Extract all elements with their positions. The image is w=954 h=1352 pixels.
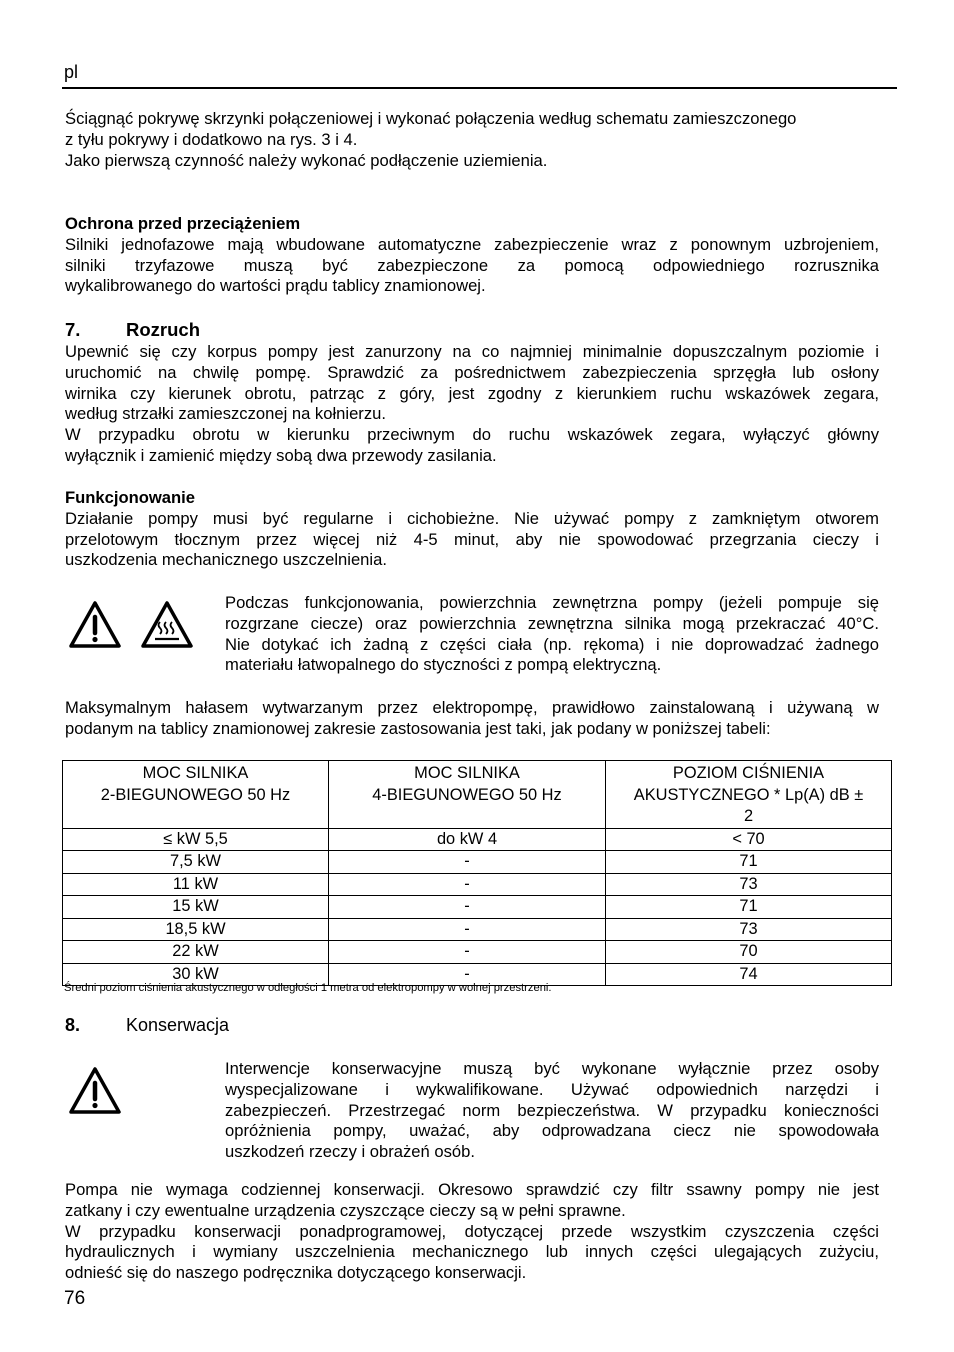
table-cell: < 70 xyxy=(606,828,892,851)
warning-triangle-icon xyxy=(68,600,122,650)
table-cell: 70 xyxy=(606,941,892,964)
text-line: odnieść się do naszego podręcznika dotyczącego konserwacji. xyxy=(65,1263,527,1283)
text-line: wykalibrowanego do wartości prądu tablicy znamionowej. xyxy=(65,276,486,296)
text-line: Ściągnąć pokrywę skrzynki połączeniowej i wykonać połączenia według schematu zamieszczonego xyxy=(65,109,797,128)
table-row xyxy=(63,896,892,919)
text-line: przelotowym tłocznym przez więcej niż 4-5 minut, aby nie spowodować przegrzania cieczy i xyxy=(65,529,879,549)
section-number: 8. xyxy=(65,1015,81,1035)
text-line: zatkany i czy ewentualne urządzenia czyszczące cieczy są w pełni sprawne. xyxy=(65,1200,626,1220)
section-number: 7. xyxy=(65,319,81,340)
text-line: uszkodzenia mechanicznego uszczelnienia. xyxy=(65,550,387,570)
header-rule xyxy=(62,87,897,89)
header-text: 4-BIEGUNOWEGO 50 Hz xyxy=(372,785,562,804)
text-line: Podczas funkcjonowania, powierzchnia zewnętrzna pompy (jeżeli pompuje się xyxy=(225,593,879,612)
hot-surface-icon xyxy=(140,600,194,650)
table-cell: - xyxy=(329,918,606,941)
section-8-heading xyxy=(65,1015,229,1036)
header-text: AKUSTYCZNEGO * Lp(A) dB ± xyxy=(633,785,864,804)
table-cell: ≤ kW 5,5 xyxy=(63,828,329,851)
table-cell: 71 xyxy=(606,851,892,874)
text-line: wyłącznik i zamienić między sobą dwa przewody zasilania. xyxy=(65,445,497,465)
section-7-heading xyxy=(65,319,200,341)
table-header-cell xyxy=(63,761,329,829)
text-line: wyspecjalizowane i wykwalifikowane. Używać odpowiednich narzędzi i xyxy=(225,1079,879,1099)
table-cell: - xyxy=(329,851,606,874)
warning-triangle-icon xyxy=(68,1066,122,1116)
noise-table xyxy=(62,760,892,986)
table-header-row xyxy=(63,761,892,829)
header-text: 2 xyxy=(743,807,754,825)
noise-paragraph xyxy=(65,698,879,740)
header-text: MOC SILNIKA xyxy=(142,764,249,782)
table-footnote: Średni poziom ciśnienia akustycznego w odległości 1 metra od elektropompy w wolnej przestrzeni. xyxy=(64,982,552,994)
overload-section xyxy=(65,214,879,297)
table-cell: 73 xyxy=(606,918,892,941)
table-row xyxy=(63,941,892,964)
page-number: 76 xyxy=(64,1288,86,1309)
operation-heading: Funkcjonowanie xyxy=(65,488,195,507)
text-line: Nie dotykać ich żadną z części ciała (np. rękoma) i nie doprowadzać żadnego xyxy=(225,634,879,654)
text-line: W przypadku konserwacji ponadprogramowej, dotyczącej przede wszystkim czyszczenia części xyxy=(65,1221,879,1241)
maintenance-body xyxy=(65,1180,879,1284)
text-line: zabezpieczeń. Przestrzegać norm bezpieczeństwa. W przypadku konieczności xyxy=(225,1100,879,1120)
text-line: Jako pierwszą czynność należy wykonać podłączenie uziemienia. xyxy=(65,150,548,170)
table-cell: 15 kW xyxy=(63,896,329,919)
table-row xyxy=(63,873,892,896)
text-line: według strzałki zamieszczonej na kołnierzu. xyxy=(65,404,386,424)
table-cell: do kW 4 xyxy=(329,828,606,851)
language-code: pl xyxy=(64,62,79,82)
text-line: rozgrzane ciecze) oraz powierzchnia zewnętrzna silnika mogą przekraczać 40°C. xyxy=(225,613,879,633)
table-cell: 18,5 kW xyxy=(63,918,329,941)
hot-surface-warning xyxy=(225,593,879,676)
table-header-cell xyxy=(606,761,892,829)
table-cell: 71 xyxy=(606,896,892,919)
table-row xyxy=(63,851,892,874)
text-line: uszkodzeń rzeczy i obrażeń osób. xyxy=(225,1142,475,1162)
intro-paragraph xyxy=(65,109,879,171)
table-header-cell xyxy=(329,761,606,829)
table-cell: 11 kW xyxy=(63,873,329,896)
text-line: silniki trzyfazowe muszą być zabezpieczone za pomocą odpowiedniego rozrusznika xyxy=(65,255,879,275)
table-cell: 22 kW xyxy=(63,941,329,964)
table-cell: - xyxy=(329,963,606,986)
table-cell: - xyxy=(329,941,606,964)
table-cell: 30 kW xyxy=(63,963,329,986)
section-title: Konserwacja xyxy=(126,1015,230,1035)
text-line: Działanie pompy musi być regularne i cichobieżne. Nie używać pompy z zamkniętym otworem xyxy=(65,508,879,528)
table-cell: - xyxy=(329,896,606,919)
table-cell: 7,5 kW xyxy=(63,851,329,874)
operation-section xyxy=(65,488,879,571)
section-title: Rozruch xyxy=(126,319,200,340)
section-7-body xyxy=(65,342,879,467)
header-text: POZIOM CIŚNIENIA xyxy=(672,764,825,782)
table-cell: 73 xyxy=(606,873,892,896)
table-cell: 74 xyxy=(606,963,892,986)
text-line: W przypadku obrotu w kierunku przeciwnym do ruchu wskazówek zegara, wyłączyć główny xyxy=(65,425,879,445)
text-line: Silniki jednofazowe mają wbudowane automatyczne zabezpieczenie wraz z ponownym uzbrojeniem, xyxy=(65,234,879,254)
text-line: uruchomić na chwilę pompę. Sprawdzić za pośrednictwem zabezpieczenia sprzęgła lub osłony xyxy=(65,362,879,382)
table-row xyxy=(63,918,892,941)
table-cell: - xyxy=(329,873,606,896)
text-line: wirnika czy kierunek obrotu, patrząc z góry, jest zgodny z kierunkiem ruchu wskazówek zegara, xyxy=(65,383,879,403)
text-line: Pompa nie wymaga codziennej konserwacji. Okresowo sprawdzić czy filtr ssawny pompy nie jest xyxy=(65,1180,879,1199)
header-text: MOC SILNIKA xyxy=(414,764,520,782)
text-line: materiału łatwopalnego do styczności z pompą elektryczną. xyxy=(225,655,662,675)
header-text: 2-BIEGUNOWEGO 50 Hz xyxy=(100,785,291,804)
table-row xyxy=(63,828,892,851)
text-line: Interwencje konserwacyjne muszą być wykonane wyłącznie przez osoby xyxy=(225,1059,879,1078)
overload-heading: Ochrona przed przeciążeniem xyxy=(65,214,301,233)
text-line: z tyłu pokrywy i dodatkowo na rys. 3 i 4. xyxy=(65,129,358,149)
text-line: Maksymalnym hałasem wytwarzanym przez elektropompę, prawidłowo zainstalowaną i używaną w xyxy=(65,698,879,717)
maintenance-warning xyxy=(225,1059,879,1163)
text-line: opróżnienia pompy, uważać, aby odprowadzana ciecz nie spowodowała xyxy=(225,1121,879,1141)
text-line: Upewnić się czy korpus pompy jest zanurzony na co najmniej minimalnie dopuszczalnym poziomie i xyxy=(65,342,879,361)
text-line: hydraulicznych i wymiany uszczelnienia mechanicznego lub innych części ulegających zużyciu, xyxy=(65,1242,879,1262)
text-line: podanym na tablicy znamionowej zakresie zastosowania jest taki, jak podany w poniższej tabeli: xyxy=(65,718,771,738)
